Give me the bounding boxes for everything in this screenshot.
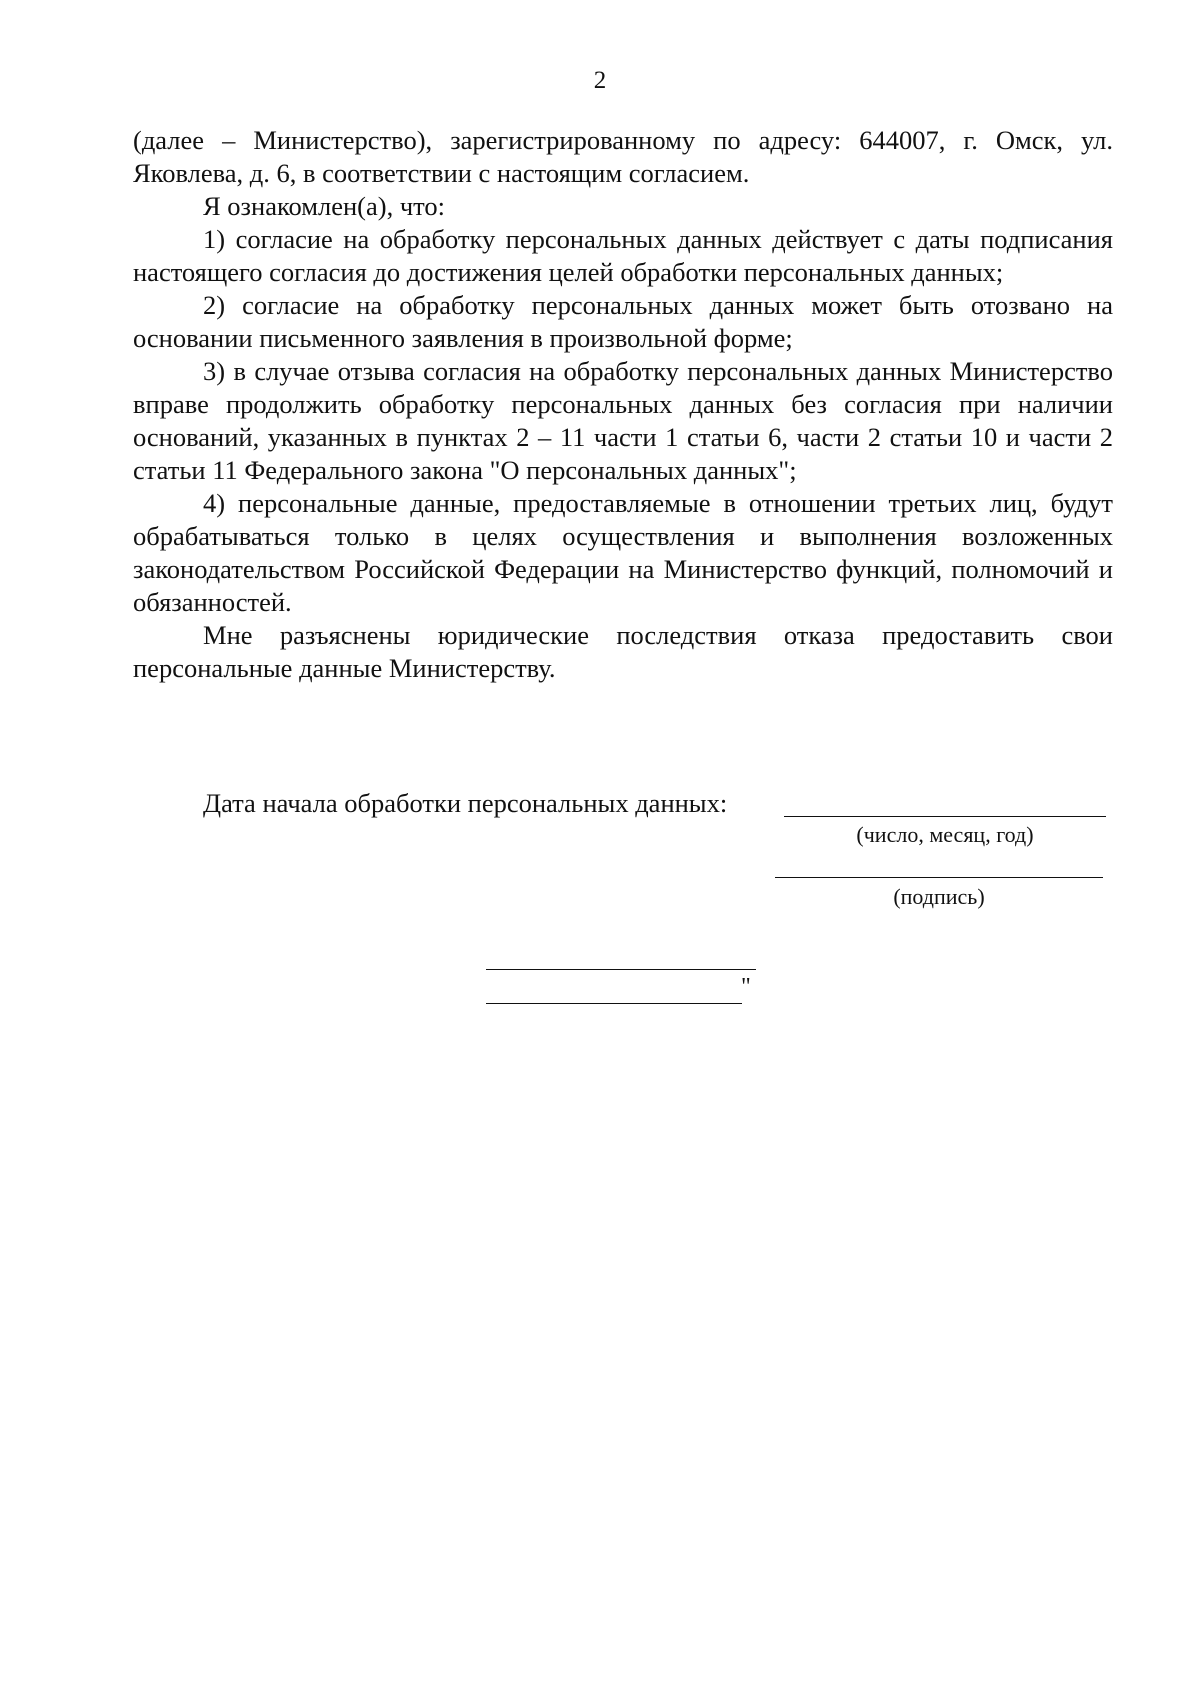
paragraph-consequences: Мне разъяснены юридические последствия отказа предоставить свои персональные данные Министерству. <box>133 620 1113 683</box>
paragraph-item-4: 4) персональные данные, предоставляемые в отношении третьих лиц, будут обрабатываться только в целях осуществления и выполнения возложенных законодательством Российской Федерации на Министерство функций, полномочий и обязанностей. <box>133 488 1113 617</box>
start-date-label: Дата начала обработки персональных данных: <box>203 788 728 818</box>
paragraph-ministry-address: (далее – Министерство), зарегистрированному по адресу: 644007, г. Омск, ул. Яковлева, д. 6, в соответствии с настоящим согласием. <box>133 125 1113 188</box>
closing-divider-bottom <box>486 1003 742 1004</box>
paragraph-item-2: 2) согласие на обработку персональных данных может быть отозвано на основании письменного заявления в произвольной форме; <box>133 290 1113 353</box>
closing-divider-top <box>486 969 756 970</box>
consent-body <box>133 124 1113 685</box>
date-hint: (число, месяц, год) <box>856 822 1034 847</box>
signature-field[interactable] <box>775 877 1103 878</box>
paragraph-item-3: 3) в случае отзыва согласия на обработку персональных данных Министерство вправе продолжить обработку персональных данных без согласия при наличии оснований, указанных в пунктах 2 – 11 части 1 статьи 6, части 2 статьи 10 и части 2 статьи 11 Федерального закона "О персональных данных"; <box>133 356 1113 485</box>
page-number: 2 <box>593 67 607 94</box>
closing-quote-mark: " <box>741 974 751 1000</box>
paragraph-item-1: 1) согласие на обработку персональных данных действует с даты подписания настоящего согласия до достижения целей обработки персональных данных; <box>133 224 1113 287</box>
paragraph-acknowledgement: Я ознакомлен(а), что: <box>203 191 446 221</box>
signature-hint: (подпись) <box>893 884 985 909</box>
start-date-field[interactable] <box>784 816 1106 817</box>
